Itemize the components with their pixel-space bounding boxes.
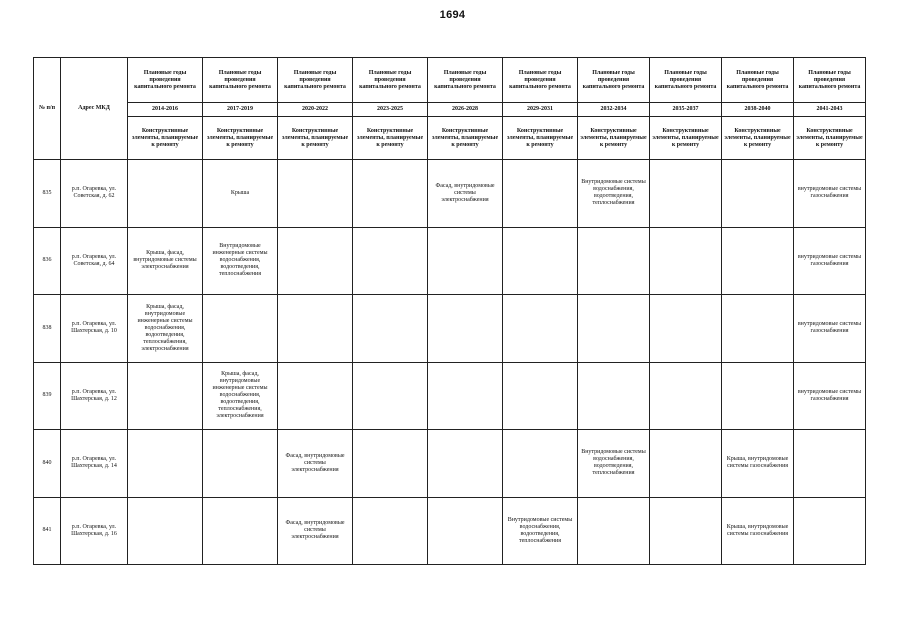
repair-elements-cell — [128, 430, 203, 498]
elements-header: Конструктивные элементы, планируемые к ремонту — [650, 117, 722, 160]
period-years: 2038-2040 — [722, 103, 794, 117]
repair-elements-cell — [128, 160, 203, 228]
repair-elements-cell — [650, 497, 722, 565]
row-number: 838 — [34, 295, 61, 363]
repair-elements-cell — [203, 430, 278, 498]
elements-header: Конструктивные элементы, планируемые к ремонту — [353, 117, 428, 160]
repair-elements-cell: внутридомовые системы газоснабжения — [794, 227, 866, 295]
table-row — [34, 362, 866, 430]
row-number: 835 — [34, 160, 61, 228]
row-address: р.п. Огаревка, ул. Советская, д. 64 — [61, 227, 128, 295]
repair-elements-cell — [428, 227, 503, 295]
repair-elements-cell — [428, 430, 503, 498]
period-title: Плановые годы проведения капитального ремонта — [278, 58, 353, 103]
repair-elements-cell — [578, 497, 650, 565]
repair-elements-cell: Крыша, фасад, внутридомовые системы электроснабжения — [128, 227, 203, 295]
period-years: 2020-2022 — [278, 103, 353, 117]
period-years: 2029-2031 — [503, 103, 578, 117]
elements-header: Конструктивные элементы, планируемые к ремонту — [278, 117, 353, 160]
table-row — [34, 430, 866, 498]
period-title: Плановые годы проведения капитального ремонта — [650, 58, 722, 103]
page-number: 1694 — [439, 9, 466, 21]
header-row-titles — [34, 58, 866, 103]
elements-header: Конструктивные элементы, планируемые к ремонту — [794, 117, 866, 160]
row-address: р.п. Огаревка, ул. Шахтерская, д. 16 — [61, 497, 128, 565]
repair-elements-cell — [650, 160, 722, 228]
repair-elements-cell — [278, 295, 353, 363]
repair-elements-cell: внутридомовые системы газоснабжения — [794, 160, 866, 228]
repair-elements-cell — [428, 497, 503, 565]
repair-elements-cell — [578, 362, 650, 430]
repair-elements-cell — [722, 295, 794, 363]
table-row — [34, 497, 866, 565]
repair-elements-cell — [203, 497, 278, 565]
period-title: Плановые годы проведения капитального ремонта — [722, 58, 794, 103]
repair-elements-cell: Крыша, внутридомовые системы газоснабжения — [722, 430, 794, 498]
table-row — [34, 160, 866, 228]
repair-elements-cell — [278, 362, 353, 430]
repair-elements-cell — [503, 160, 578, 228]
period-years: 2023-2025 — [353, 103, 428, 117]
row-address: р.п. Огаревка, ул. Шахтерская, д. 12 — [61, 362, 128, 430]
period-title: Плановые годы проведения капитального ремонта — [353, 58, 428, 103]
repair-elements-cell — [578, 227, 650, 295]
repair-elements-cell — [353, 362, 428, 430]
elements-header: Конструктивные элементы, планируемые к ремонту — [722, 117, 794, 160]
repair-elements-cell — [203, 295, 278, 363]
repair-elements-cell — [794, 497, 866, 565]
repair-elements-cell — [503, 295, 578, 363]
period-years: 2035-2037 — [650, 103, 722, 117]
repair-elements-cell: Внутридомовые системы водоснабжения, водоотведения, теплоснабжения — [503, 497, 578, 565]
repair-elements-cell: Крыша, фасад, внутридомовые инженерные системы водоснабжения, водоотведения, теплоснабжения, электроснабжения — [128, 295, 203, 363]
capital-repair-plan-table — [33, 57, 866, 565]
table-row — [34, 227, 866, 295]
repair-elements-cell: Внутридомовые системы водоснабжения, водоотведения, теплоснабжения — [578, 160, 650, 228]
row-address: р.п. Огаревка, ул. Советская, д. 62 — [61, 160, 128, 228]
period-title: Плановые годы проведения капитального ремонта — [578, 58, 650, 103]
elements-header: Конструктивные элементы, планируемые к ремонту — [128, 117, 203, 160]
repair-elements-cell: внутридомовые системы газоснабжения — [794, 295, 866, 363]
row-address: р.п. Огаревка, ул. Шахтерская, д. 10 — [61, 295, 128, 363]
repair-elements-cell — [353, 430, 428, 498]
repair-elements-cell — [428, 295, 503, 363]
repair-elements-cell — [428, 362, 503, 430]
period-title: Плановые годы проведения капитального ремонта — [128, 58, 203, 103]
table-body — [34, 160, 866, 565]
repair-elements-cell — [578, 295, 650, 363]
repair-elements-cell — [353, 160, 428, 228]
row-number: 839 — [34, 362, 61, 430]
period-title: Плановые годы проведения капитального ремонта — [794, 58, 866, 103]
repair-elements-cell: Внутридомовые системы водоснабжения, водоотведения, теплоснабжения — [578, 430, 650, 498]
repair-elements-cell: Крыша, фасад, внутридомовые инженерные системы водоснабжения, водоотведения, теплоснабжения, электроснабжения — [203, 362, 278, 430]
col-num-header: № п/п — [34, 58, 61, 160]
repair-elements-cell — [353, 227, 428, 295]
row-number: 836 — [34, 227, 61, 295]
repair-elements-cell — [353, 295, 428, 363]
elements-header: Конструктивные элементы, планируемые к ремонту — [428, 117, 503, 160]
row-address: р.п. Огаревка, ул. Шахтерская, д. 14 — [61, 430, 128, 498]
repair-elements-cell: Внутридомовые инженерные системы водоснабжения, водоотведения, теплоснабжения — [203, 227, 278, 295]
repair-elements-cell — [722, 227, 794, 295]
period-title: Плановые годы проведения капитального ремонта — [203, 58, 278, 103]
row-number: 840 — [34, 430, 61, 498]
period-years: 2017-2019 — [203, 103, 278, 117]
period-years: 2026-2028 — [428, 103, 503, 117]
elements-header: Конструктивные элементы, планируемые к ремонту — [578, 117, 650, 160]
repair-elements-cell — [278, 160, 353, 228]
elements-header: Конструктивные элементы, планируемые к ремонту — [203, 117, 278, 160]
repair-elements-cell: Фасад, внутридомовые системы электроснабжения — [428, 160, 503, 228]
repair-elements-cell: внутридомовые системы газоснабжения — [794, 362, 866, 430]
header-row-elements — [34, 117, 866, 160]
header-row-years — [34, 103, 866, 117]
repair-elements-cell — [503, 227, 578, 295]
repair-elements-cell — [650, 430, 722, 498]
repair-elements-cell: Крыша — [203, 160, 278, 228]
repair-elements-cell — [722, 160, 794, 228]
repair-elements-cell: Фасад, внутридомовые системы электроснабжения — [278, 430, 353, 498]
period-years: 2014-2016 — [128, 103, 203, 117]
repair-elements-cell — [650, 227, 722, 295]
repair-elements-cell — [503, 430, 578, 498]
period-years: 2041-2043 — [794, 103, 866, 117]
table-row — [34, 295, 866, 363]
repair-elements-cell — [128, 362, 203, 430]
repair-elements-cell — [650, 362, 722, 430]
row-number: 841 — [34, 497, 61, 565]
repair-elements-cell — [722, 362, 794, 430]
period-title: Плановые годы проведения капитального ремонта — [503, 58, 578, 103]
repair-elements-cell — [128, 497, 203, 565]
repair-elements-cell: Крыша, внутридомовые системы газоснабжения — [722, 497, 794, 565]
period-years: 2032-2034 — [578, 103, 650, 117]
elements-header: Конструктивные элементы, планируемые к ремонту — [503, 117, 578, 160]
repair-elements-cell — [650, 295, 722, 363]
repair-elements-cell — [353, 497, 428, 565]
repair-elements-cell — [503, 362, 578, 430]
period-title: Плановые годы проведения капитального ремонта — [428, 58, 503, 103]
col-address-header: Адрес МКД — [61, 58, 128, 160]
repair-elements-cell: Фасад, внутридомовые системы электроснабжения — [278, 497, 353, 565]
repair-elements-cell — [794, 430, 866, 498]
repair-elements-cell — [278, 227, 353, 295]
